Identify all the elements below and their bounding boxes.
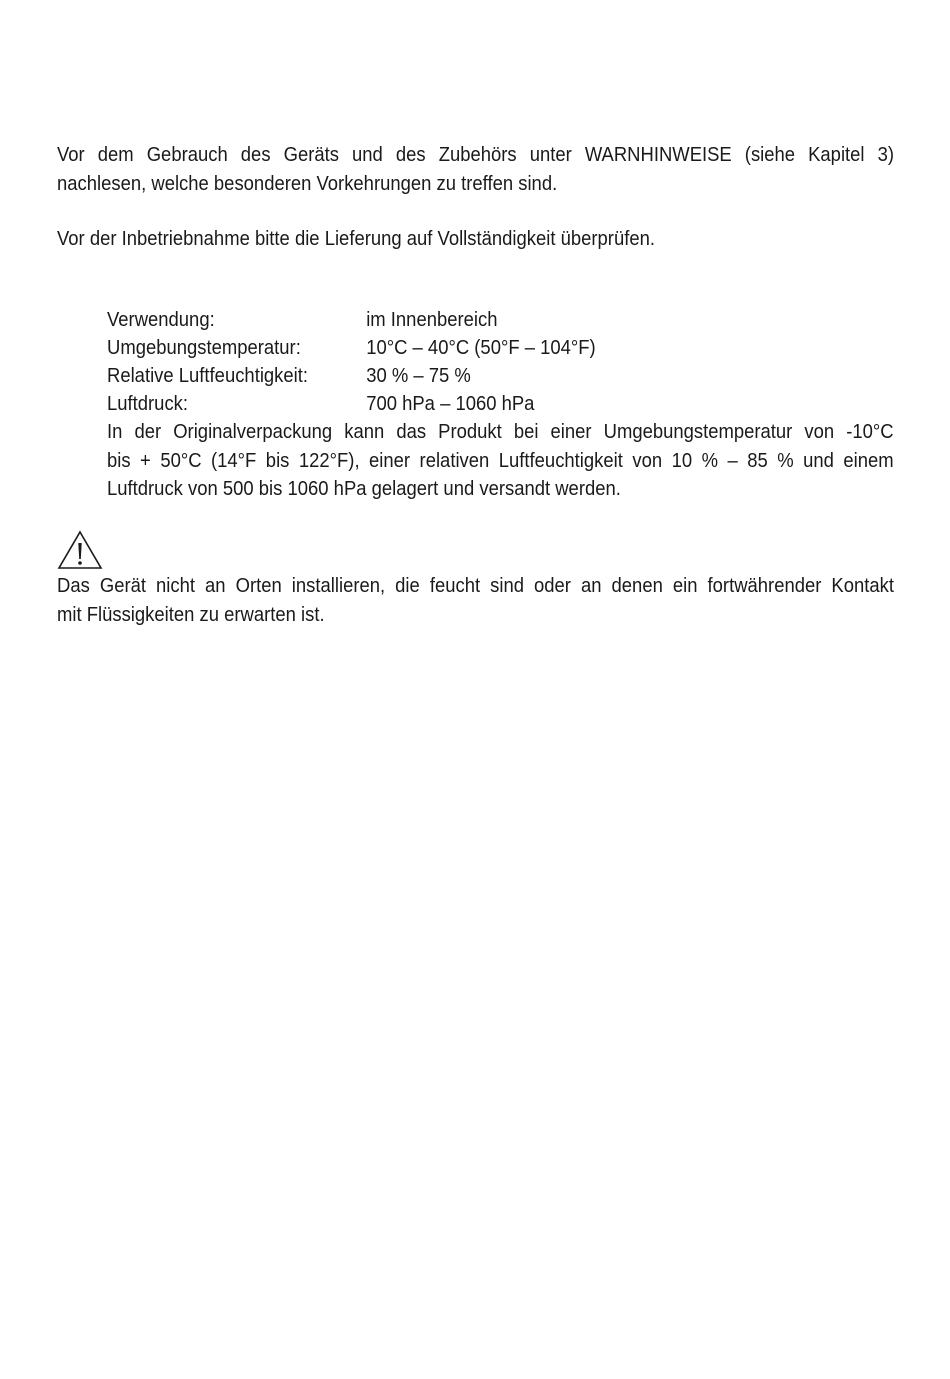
intro-line-1: Vor dem Gebrauch des Geräts und des Zubehörs unter WARNHINWEISE (siehe Kapitel 3) (57, 143, 894, 166)
storage-line-1: In der Originalverpackung kann das Produkt bei einer Umgebungstemperatur von -10°C (107, 420, 894, 443)
spec-label: Verwendung: (107, 308, 215, 331)
intro-paragraph (57, 140, 894, 198)
ambient-conditions-list (107, 306, 596, 418)
warning-triangle-icon (57, 530, 103, 570)
spec-label: Luftdruck: (107, 392, 189, 415)
storage-line-2: bis + 50°C (14°F bis 122°F), einer relativen Luftfeuchtigkeit von 10 % – 85 % und einem (107, 448, 894, 472)
spec-label: Umgebungstemperatur: (107, 336, 301, 359)
delivery-check-text: Vor der Inbetriebnahme bitte die Lieferung auf Vollständigkeit überprüfen. (57, 227, 655, 250)
storage-line-3: Luftdruck von 500 bis 1060 hPa gelagert und versandt werden. (107, 477, 621, 500)
spec-label: Relative Luftfeuchtigkeit: (107, 364, 309, 387)
intro-line-2: nachlesen, welche besonderen Vorkehrungen zu treffen sind. (57, 172, 558, 195)
spec-row-air-pressure (107, 390, 596, 418)
warning-line-2: mit Flüssigkeiten zu erwarten ist. (57, 603, 325, 626)
warning-line-1: Das Gerät nicht an Orten installieren, die feucht sind oder an denen ein fortwährender Kontakt (57, 574, 894, 597)
spec-value: 700 hPa – 1060 hPa (366, 392, 535, 415)
spec-row-relative-humidity (107, 362, 596, 390)
storage-note-paragraph (107, 418, 894, 504)
spec-row-ambient-temperature (107, 334, 596, 362)
warning-paragraph (57, 571, 894, 629)
spec-value: im Innenbereich (366, 308, 498, 331)
spec-value: 10°C – 40°C (50°F – 104°F) (366, 336, 596, 359)
delivery-check-paragraph (57, 224, 894, 253)
spec-value: 30 % – 75 % (366, 364, 471, 387)
spec-row-usage (107, 306, 596, 334)
